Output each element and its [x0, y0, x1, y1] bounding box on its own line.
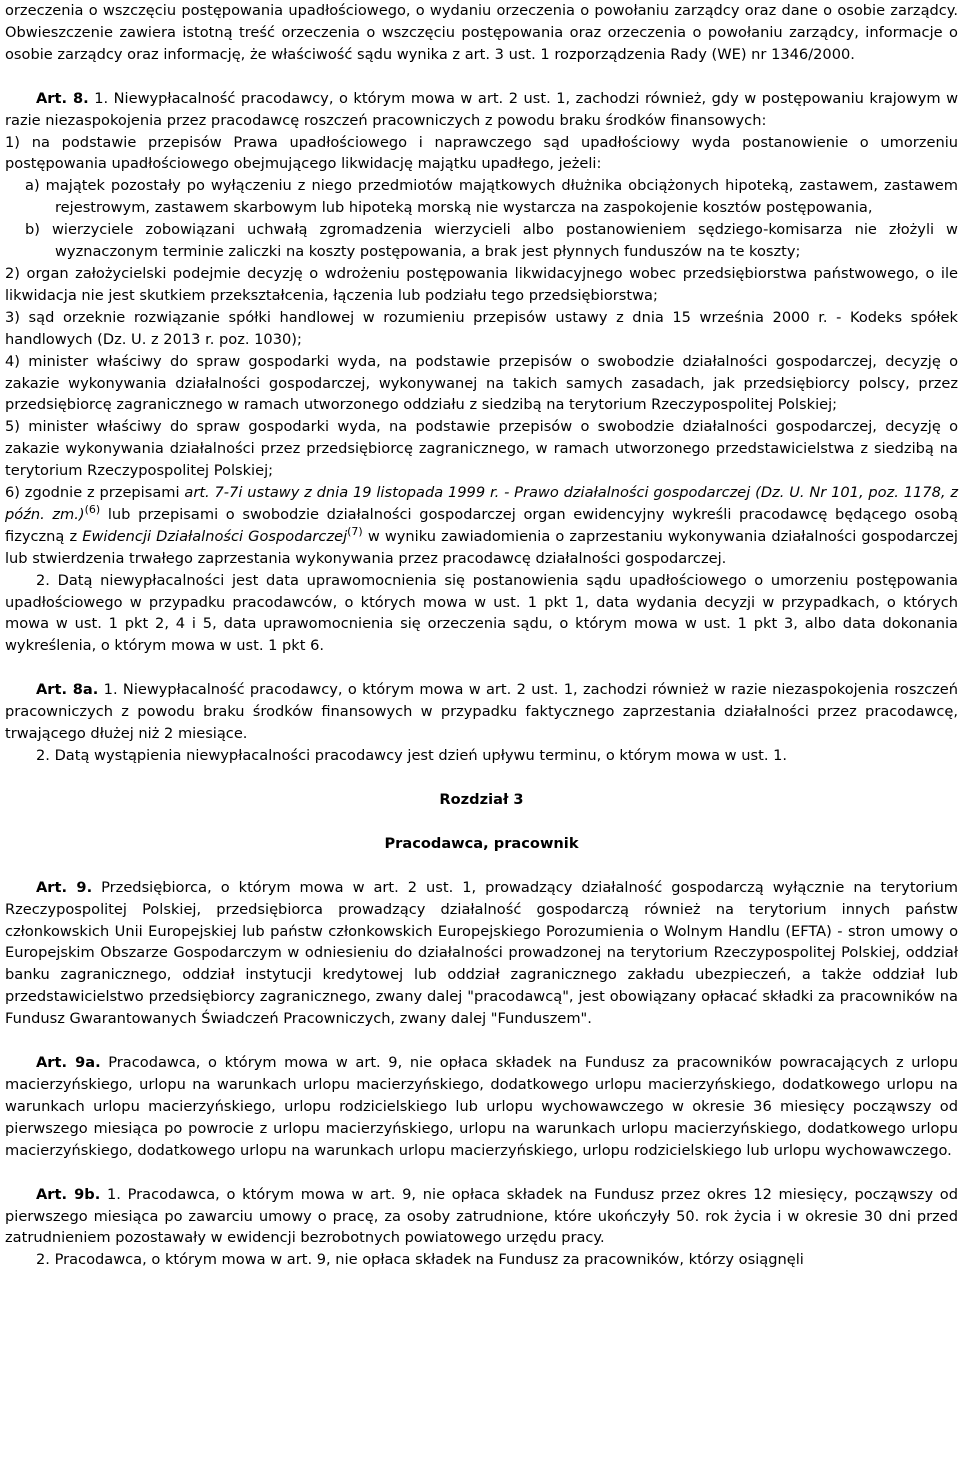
art8-item-2: 2) organ założycielski podejmie decyzję o wdrożeniu postępowania likwidacyjnego wobec przedsiębiorstwa państwowego, o ile likwidacja nie jest skutkiem przekształcenia, łączenia lub podziału tego przedsiębiorstwa;: [5, 264, 958, 304]
art9b-p1-text: 1. Pracodawca, o którym mowa w art. 9, nie opłaca składek na Fundusz przez okres 12 miesięcy, począwszy od pierwszego miesiąca po zawarciu umowy o pracę, za osoby zatrudnione, które ukończyły 50. rok życia i w okresie 30 dni przed zatrudnieniem pozostawały w ewidencji bezrobotnych powiatowego urzędu pracy.: [5, 1185, 958, 1247]
art9b-paragraph-2: 2. Pracodawca, o którym mowa w art. 9, nie opłaca składek na Fundusz za pracowników, którzy osiągnęli: [36, 1251, 804, 1269]
art8-item-1b: b) wierzyciele zobowiązani uchwałą zgromadzenia wierzycieli albo postanowieniem sędziego-komisarza nie złożyli w wyznaczonym terminie zaliczki na koszty postępowania, a brak jest płynnych funduszów na te koszty;: [25, 221, 958, 261]
art9a-label: Art. 9a.: [36, 1054, 101, 1072]
art8-item-1: 1) na podstawie przepisów Prawa upadłościowego i naprawczego sąd upadłościowy wyda postanowienie o umorzeniu postępowania upadłościowego obejmującego likwidację majątku upadłego, jeżeli:: [5, 133, 958, 173]
art8-item-5: 5) minister właściwy do spraw gospodarki wyda, na podstawie przepisów o swobodzie działalności gospodarczej, decyzję o zakazie wykonywania działalności przez przedsiębiorcę zagranicznego, w ramach utworzonego przedstawicielstwa z siedzibą na terytorium Rzeczypospolitej Polskiej;: [5, 418, 958, 480]
art8-item-6: [5, 482, 958, 570]
art8-paragraph-1: [5, 88, 958, 132]
chapter-number: Rozdział 3: [439, 790, 524, 808]
art8-item-6-middle: lub przepisami o swobodzie działalności gospodarczej organ ewidencyjny wykreśli pracodawcę będącego osobą fizyczną z: [5, 505, 958, 545]
art8-item-4: 4) minister właściwy do spraw gospodarki wyda, na podstawie przepisów o swobodzie działalności gospodarczej, decyzję o zakazie wykonywania działalności gospodarczej, wykonywanej na takich samych zasadach, jak przedsiębiorcy polscy, przez przedsiębiorcę zagranicznego w ramach utworzonego oddziału z siedzibą na terytorium Rzeczypospolitej Polskiej;: [5, 352, 958, 414]
art8-item-6-reference: art. 7-7i ustawy z dnia 19 listopada 1999 r. - Prawo działalności gospodarczej (Dz. U. Nr 101, poz. 1178, z późn. zm.): [5, 484, 958, 523]
art8-item-3: 3) sąd orzeknie rozwiązanie spółki handlowej w rozumieniu przepisów ustawy z dnia 15 września 2000 r. - Kodeks spółek handlowych (Dz. U. z 2013 r. poz. 1030);: [5, 308, 958, 348]
art8-item-1a: a) majątek pozostały po wyłączeniu z niego przedmiotów majątkowych dłużnika obciążonych hipoteką, zastawem, zastawem rejestrowym, zastawem skarbowym lub hipoteką morską nie wystarcza na zaspokojenie kosztów postępowania,: [25, 177, 958, 217]
art8-paragraph-2: 2. Datą niewypłacalności jest data uprawomocnienia się postanowienia sądu upadłościowego o umorzeniu postępowania upadłościowego w przypadku pracodawców, o których mowa w ust. 1 pkt 1, data wydania decyzji w przypadkach, o których mowa w ust. 1 pkt 2, 4 i 5, data uprawomocnienia się orzeczenia sądu, o którym mowa w ust. 1 pkt 3, albo data dokonania wykreślenia, o którym mowa w ust. 1 pkt 6.: [5, 571, 958, 655]
art8-item-6-registry: Ewidencji Działalności Gospodarczej: [82, 527, 348, 545]
intro-paragraph: orzeczenia o wszczęciu postępowania upadłościowego, o wydaniu orzeczenia o powołaniu zarządcy oraz dane o osobie zarządcy. Obwieszczenie zawiera istotną treść orzeczenia o wszczęciu postępowania oraz orzeczenia o powołaniu zarządcy, informacje o osobie zarządcy oraz informację, że właściwość sądu wynika z art. 3 ust. 1 rozporządzenia Rady (WE) nr 1346/2000.: [5, 2, 958, 63]
footnote-6-marker: (6): [84, 503, 101, 517]
art8-p1-text: 1. Niewypłacalność pracodawcy, o którym mowa w art. 2 ust. 1, zachodzi również, gdy w postępowaniu krajowym w razie niezaspokojenia przez pracodawcę roszczeń pracowniczych z powodu braku środków finansowych:: [5, 89, 959, 129]
art8-item-6-end: w wyniku zawiadomienia o zaprzestaniu wykonywania działalności gospodarczej lub stwierdzenia trwałego zaprzestania wykonywania przez pracodawcę działalności gospodarczej.: [5, 527, 958, 567]
chapter-title: Pracodawca, pracownik: [384, 834, 579, 852]
art9-text: Przedsiębiorca, o którym mowa w art. 2 ust. 1, prowadzący działalność gospodarczą wyłącznie na terytorium Rzeczypospolitej Polskiej, przedsiębiorca prowadzący działalność gospodarczą również na terytorium innych państw członkowskich Unii Europejskiej lub państw członkowskich Europejskiego Porozumienia o Wolnym Handlu (EFTA) - stron umowy o Europejskim Obszarze Gospodarczym w odniesieniu do działalności prowadzonej na terytorium Rzeczypospolitej Polskiej, oddział banku zagranicznego, oddział instytucji kredytowej lub oddział zagranicznego zakładu ubezpieczeń, a także oddział lub przedstawicielstwo przedsiębiorcy zagranicznego, zwany dalej "pracodawcą", jest obowiązany opłacać składki za pracowników na Fundusz Gwarantowanych Świadczeń Pracowniczych, zwany dalej "Funduszem".: [5, 878, 959, 1028]
art8-item-6-pre: 6) zgodnie z przepisami: [5, 484, 185, 502]
art9a-text: Pracodawca, o którym mowa w art. 9, nie opłaca składek na Fundusz za pracowników powracających z urlopu macierzyńskiego, urlopu na warunkach urlopu macierzyńskiego, dodatkowego urlopu macierzyńskiego, dodatkowego urlopu na warunkach urlopu macierzyńskiego, urlopu rodzicielskiego lub urlopu wychowawczego w okresie 36 miesięcy począwszy od pierwszego miesiąca po powrocie z urlopu macierzyńskiego, urlopu na warunkach urlopu macierzyńskiego, dodatkowego urlopu macierzyńskiego, dodatkowego urlopu na warunkach urlopu macierzyńskiego, urlopu rodzicielskiego lub urlopu wychowawczego.: [5, 1054, 959, 1159]
art8a-paragraph-2: 2. Datą wystąpienia niewypłacalności pracodawcy jest dzień upływu terminu, o którym mowa w ust. 1.: [36, 747, 788, 764]
art8a-paragraph-1: [5, 679, 958, 745]
art8a-p1-text: 1. Niewypłacalność pracodawcy, o którym mowa w art. 2 ust. 1, zachodzi również w razie niezaspokojenia roszczeń pracowniczych z powodu braku środków finansowych w przypadku faktycznego zaprzestania działalności przez pracodawcę, trwającego dłużej niż 2 miesiące.: [5, 681, 959, 743]
art9-paragraph: [5, 877, 958, 1030]
art9b-paragraph-1: [5, 1184, 958, 1250]
art9-label: Art. 9.: [36, 878, 93, 896]
art9b-label: Art. 9b.: [36, 1185, 101, 1203]
art9a-paragraph: [5, 1052, 958, 1162]
footnote-7-marker: (7): [347, 524, 363, 538]
art8-label: Art. 8.: [36, 89, 89, 107]
art8a-label: Art. 8a.: [36, 681, 99, 699]
